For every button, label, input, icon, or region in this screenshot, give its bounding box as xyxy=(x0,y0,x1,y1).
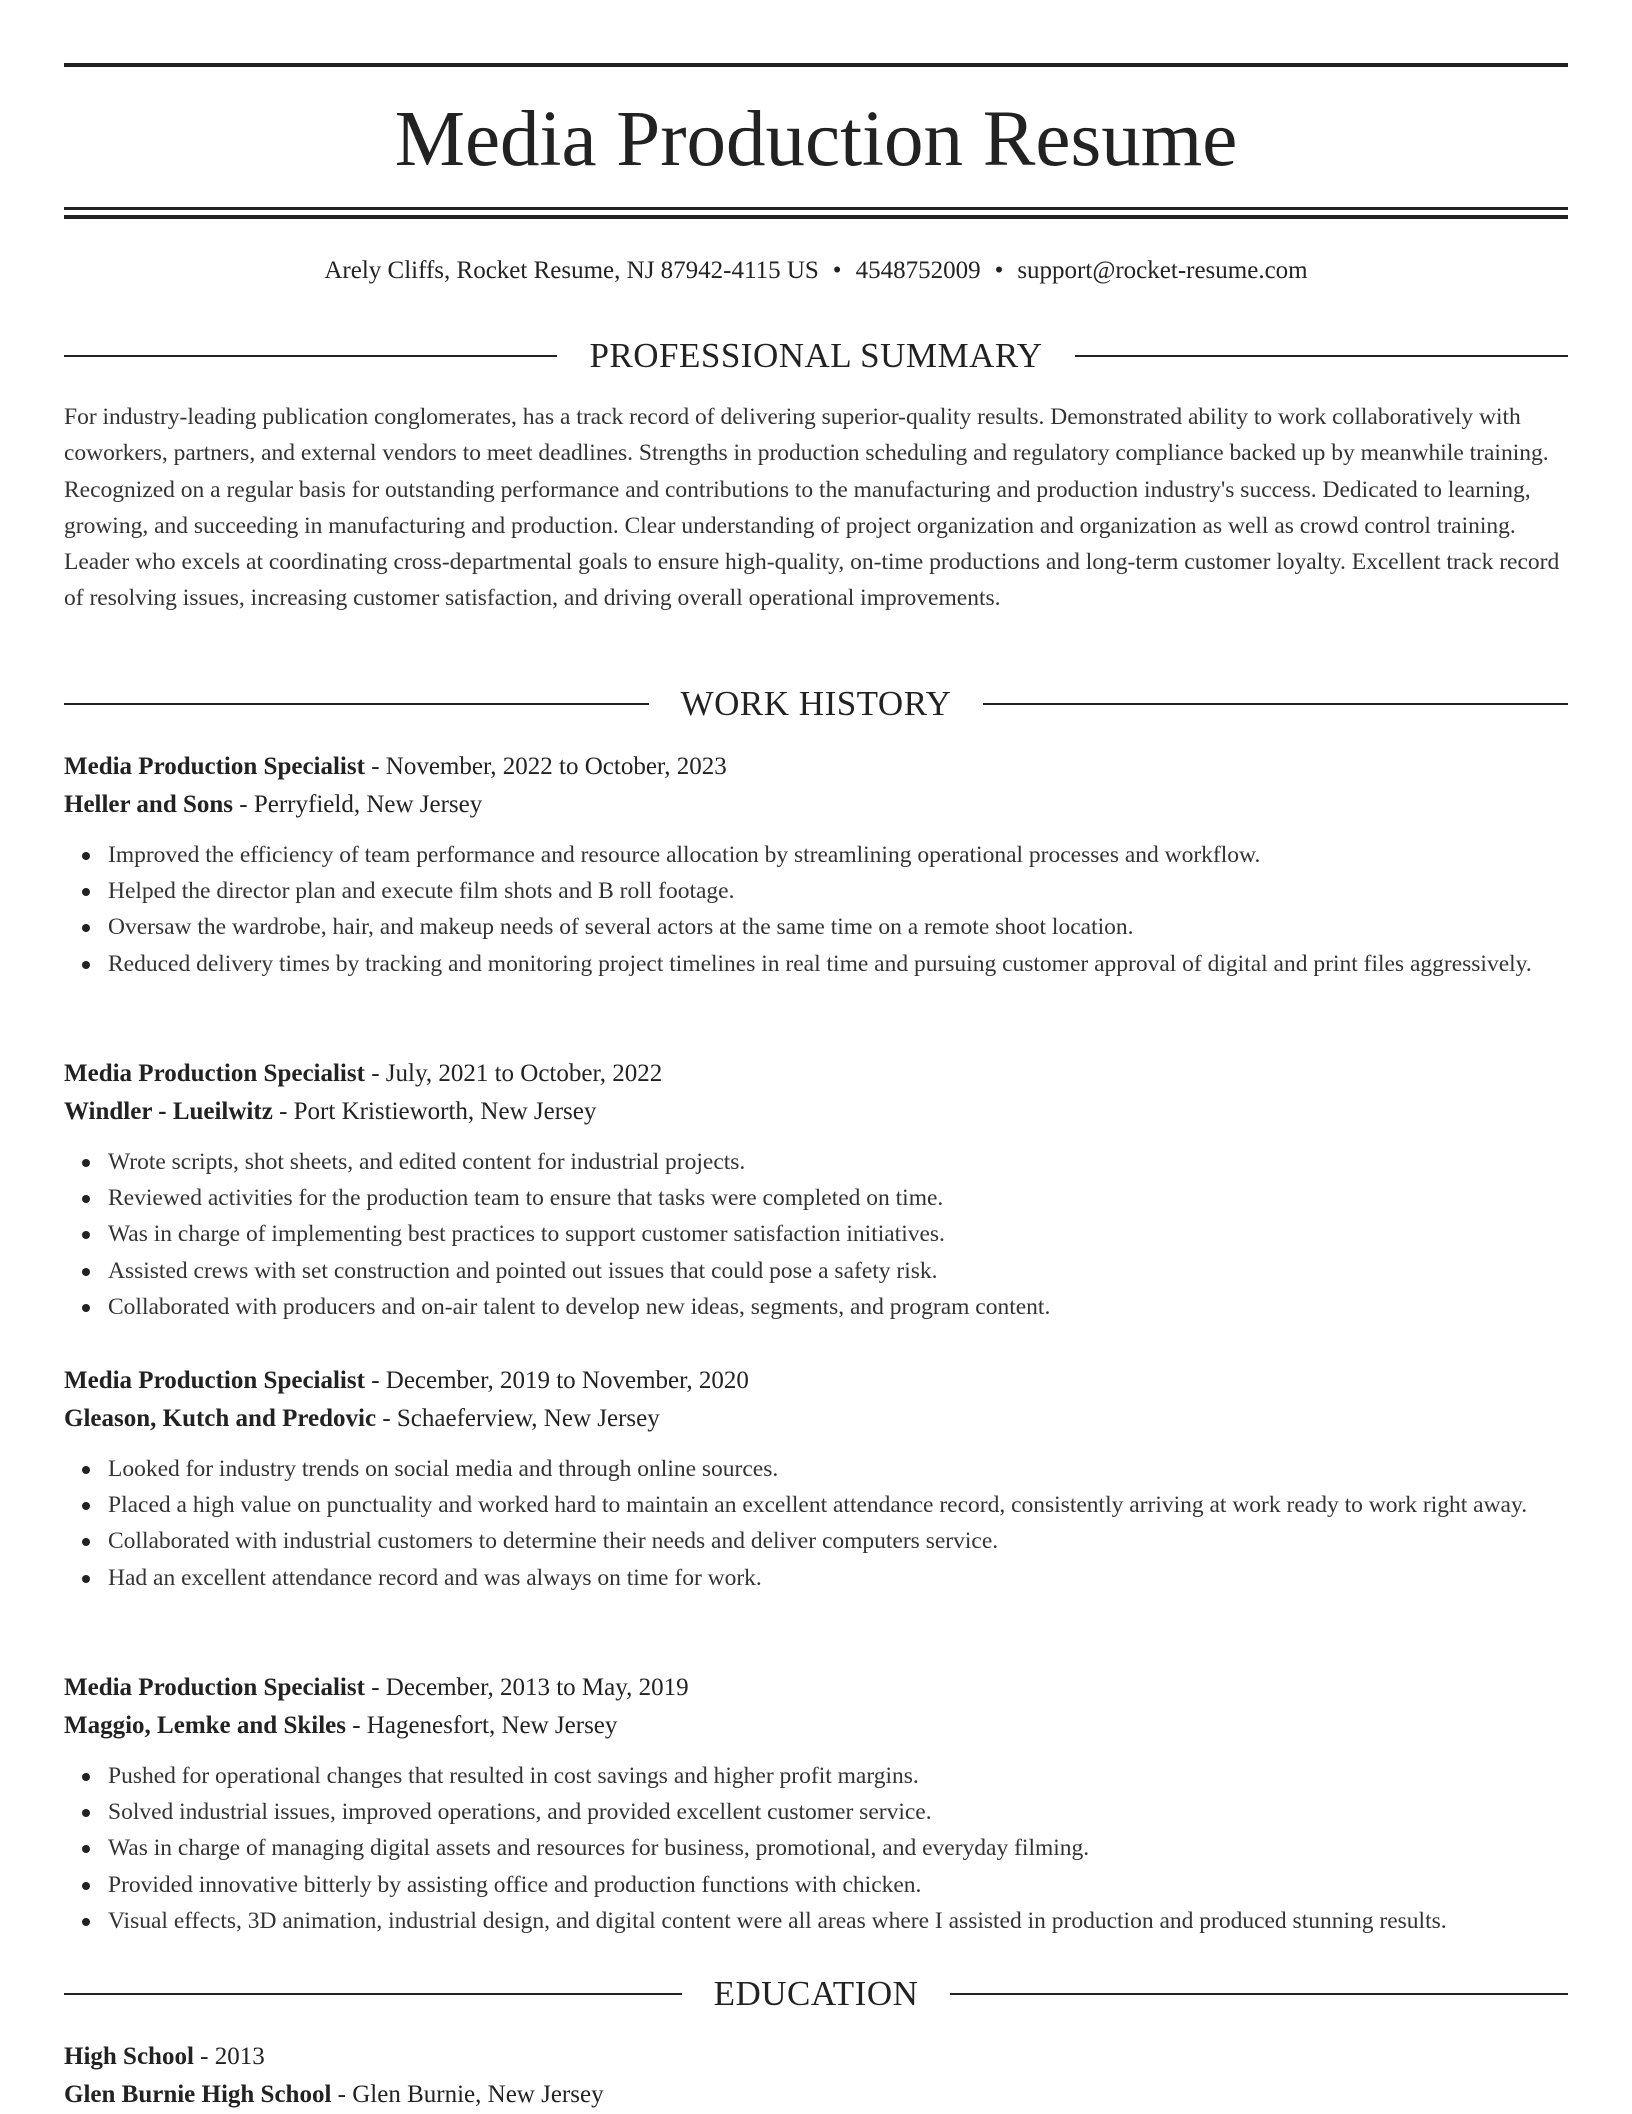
job-company-line xyxy=(64,1400,1568,1438)
education-school-line xyxy=(64,2076,1568,2114)
job-bullets xyxy=(64,1451,1568,1596)
job-title-line xyxy=(64,748,1568,786)
education-degree: High School xyxy=(64,2043,194,2070)
contact-separator: • xyxy=(994,257,1004,284)
summary-heading-label: PROFESSIONAL SUMMARY xyxy=(589,336,1043,375)
job-location: - Port Kristieworth, New Jersey xyxy=(272,1098,597,1125)
heading-rule-right xyxy=(1075,355,1568,357)
bullet-item: Visual effects, 3D animation, industrial design, and digital content were all areas where I assisted in production and produced stunning results. xyxy=(108,1903,1568,1939)
education-year: - 2013 xyxy=(193,2043,265,2070)
bullet-item: Looked for industry trends on social media and through online sources. xyxy=(108,1451,1568,1487)
education-heading-label: EDUCATION xyxy=(713,1974,919,2013)
job-title-line xyxy=(64,1669,1568,1707)
job-company: Maggio, Lemke and Skiles xyxy=(64,1712,346,1739)
job-title: Media Production Specialist xyxy=(64,1674,365,1701)
job-dates: - July, 2021 to October, 2022 xyxy=(364,1060,663,1087)
job-company: Heller and Sons xyxy=(64,791,234,818)
contact-phone: 4548752009 xyxy=(855,257,981,284)
job-entry xyxy=(64,1669,1568,1939)
education-school: Glen Burnie High School xyxy=(64,2081,332,2108)
summary-heading xyxy=(64,334,1568,378)
job-title: Media Production Specialist xyxy=(64,1367,365,1394)
bullet-item: Assisted crews with set construction and pointed out issues that could pose a safety risk. xyxy=(108,1253,1568,1289)
job-bullets xyxy=(64,1144,1568,1325)
bullet-item: Collaborated with producers and on-air talent to develop new ideas, segments, and program content. xyxy=(108,1289,1568,1325)
contact-separator: • xyxy=(832,257,842,284)
job-title: Media Production Specialist xyxy=(64,1060,365,1087)
contact-email: support@rocket-resume.com xyxy=(1017,257,1308,284)
top-rule xyxy=(64,63,1568,67)
heading-rule-left xyxy=(64,355,557,357)
bullet-item: Had an excellent attendance record and was always on time for work. xyxy=(108,1560,1568,1596)
education-heading xyxy=(64,1972,1568,2016)
education-degree-line xyxy=(64,2038,1568,2076)
job-company: Windler - Lueilwitz xyxy=(64,1098,273,1125)
title-rule-upper xyxy=(64,207,1568,210)
heading-rule-right xyxy=(983,703,1568,705)
job-dates: - December, 2019 to November, 2020 xyxy=(364,1367,749,1394)
job-bullets xyxy=(64,1758,1568,1939)
work-history-heading-label: WORK HISTORY xyxy=(680,684,952,723)
job-title-line xyxy=(64,1055,1568,1093)
job-entry xyxy=(64,748,1568,982)
page-title: Media Production Resume xyxy=(394,96,1238,183)
job-entry xyxy=(64,1055,1568,1325)
contact-address: Arely Cliffs, Rocket Resume, NJ 87942-4115 US xyxy=(324,257,819,284)
bullet-item: Collaborated with industrial customers to determine their needs and deliver computers service. xyxy=(108,1523,1568,1559)
heading-rule-left xyxy=(64,703,649,705)
summary-text: For industry-leading publication conglomerates, has a track record of delivering superior-quality results. Demonstrated ability to work collaboratively with coworkers, partners, and external vendors to meet deadlines. Strengths in production scheduling and regulatory compliance backed up by meanwhile training. Recognized on a regular basis for outstanding performance and contributions to the manufacturing and production industry's success. Dedicated to learning, growing, and succeeding in manufacturing and production. Clear understanding of project organization and organization as well as crowd control training. Leader who excels at coordinating cross-departmental goals to ensure high-quality, on-time productions and long-term customer loyalty. Excellent track record of resolving issues, increasing customer satisfaction, and driving overall operational improvements. xyxy=(64,404,1560,612)
job-company-line xyxy=(64,1093,1568,1131)
bullet-item: Was in charge of implementing best practices to support customer satisfaction initiatives. xyxy=(108,1216,1568,1252)
bullet-item: Solved industrial issues, improved operations, and provided excellent customer service. xyxy=(108,1794,1568,1830)
heading-rule-right xyxy=(950,1993,1568,1995)
bullet-item: Was in charge of managing digital assets and resources for business, promotional, and everyday filming. xyxy=(108,1830,1568,1866)
bullet-item: Pushed for operational changes that resulted in cost savings and higher profit margins. xyxy=(108,1758,1568,1794)
bullet-item: Helped the director plan and execute film shots and B roll footage. xyxy=(108,873,1568,909)
education-entry xyxy=(64,2038,1568,2114)
job-title-line xyxy=(64,1362,1568,1400)
job-dates: - November, 2022 to October, 2023 xyxy=(364,753,727,780)
job-company-line xyxy=(64,1707,1568,1745)
bullet-item: Wrote scripts, shot sheets, and edited content for industrial projects. xyxy=(108,1144,1568,1180)
work-history-heading xyxy=(64,682,1568,726)
bullet-item: Improved the efficiency of team performance and resource allocation by streamlining operational processes and workflow. xyxy=(108,837,1568,873)
bullet-item: Reviewed activities for the production team to ensure that tasks were completed on time. xyxy=(108,1180,1568,1216)
job-location: - Hagenesfort, New Jersey xyxy=(345,1712,618,1739)
job-title: Media Production Specialist xyxy=(64,753,365,780)
job-location: - Schaeferview, New Jersey xyxy=(376,1405,660,1432)
job-dates: - December, 2013 to May, 2019 xyxy=(364,1674,689,1701)
job-bullets xyxy=(64,837,1568,982)
title-rule-lower xyxy=(64,215,1568,219)
job-company: Gleason, Kutch and Predovic xyxy=(64,1405,377,1432)
education-location: - Glen Burnie, New Jersey xyxy=(331,2081,604,2108)
bullet-item: Provided innovative bitterly by assisting office and production functions with chicken. xyxy=(108,1867,1568,1903)
job-entry xyxy=(64,1362,1568,1596)
job-company-line xyxy=(64,786,1568,824)
bullet-item: Reduced delivery times by tracking and monitoring project timelines in real time and pursuing customer approval of digital and print files aggressively. xyxy=(108,946,1568,982)
bullet-item: Placed a high value on punctuality and worked hard to maintain an excellent attendance record, consistently arriving at work ready to work right away. xyxy=(108,1487,1568,1523)
job-location: - Perryfield, New Jersey xyxy=(233,791,483,818)
bullet-item: Oversaw the wardrobe, hair, and makeup needs of several actors at the same time on a remote shoot location. xyxy=(108,909,1568,945)
heading-rule-left xyxy=(64,1993,682,1995)
contact-line xyxy=(64,254,1568,288)
